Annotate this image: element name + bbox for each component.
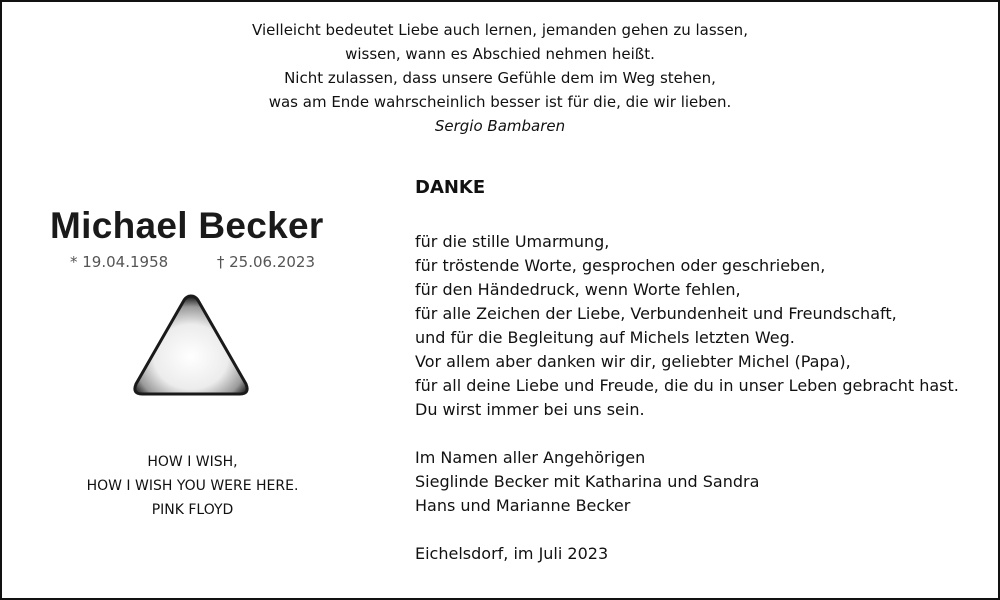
thanks-block	[415, 176, 975, 566]
quote-author: Sergio Bambaren	[434, 117, 566, 135]
lyric-block	[40, 450, 345, 522]
thanks-line: Du wirst immer bei uns sein.	[415, 400, 645, 419]
quote-line: Vielleicht bedeutet Liebe auch lernen, jemanden gehen zu lassen,	[252, 21, 748, 39]
spacer	[415, 518, 975, 542]
quote-line: was am Ende wahrscheinlich besser ist für die, die wir lieben.	[268, 93, 732, 111]
thanks-line: Vor allem aber danken wir dir, geliebter Michel (Papa),	[415, 352, 851, 371]
thanks-title: DANKE	[415, 177, 486, 198]
thanks-line: für die stille Umarmung,	[415, 232, 610, 251]
lyric-source: PINK FLOYD	[151, 502, 234, 518]
death-date: † 25.06.2023	[216, 253, 315, 271]
quote-line: wissen, wann es Abschied nehmen heißt.	[345, 45, 655, 63]
lyric-line: HOW I WISH,	[147, 454, 238, 470]
spacer	[415, 422, 975, 446]
signature-line: Hans und Marianne Becker	[415, 496, 631, 515]
birth-date: * 19.04.1958	[70, 253, 169, 271]
deceased-name: Michael Becker	[50, 205, 324, 246]
thanks-line: für all deine Liebe und Freude, die du in unser Leben gebracht hast.	[415, 376, 959, 395]
thanks-line: für den Händedruck, wenn Worte fehlen,	[415, 280, 741, 299]
quote-line: Nicht zulassen, dass unsere Gefühle dem im Weg stehen,	[284, 69, 716, 87]
quote-block	[0, 18, 1000, 138]
signature-line: Sieglinde Becker mit Katharina und Sandra	[415, 472, 760, 491]
thanks-line: für tröstende Worte, gesprochen oder geschrieben,	[415, 256, 826, 275]
lyric-line: HOW I WISH YOU WERE HERE.	[86, 478, 299, 494]
signature-line: Im Namen aller Angehörigen	[415, 448, 646, 467]
place-date: Eichelsdorf, im Juli 2023	[415, 544, 609, 563]
thanks-line: und für die Begleitung auf Michels letzten Weg.	[415, 328, 795, 347]
triangle-icon	[128, 290, 254, 400]
thanks-line: für alle Zeichen der Liebe, Verbundenheit und Freundschaft,	[415, 304, 897, 323]
